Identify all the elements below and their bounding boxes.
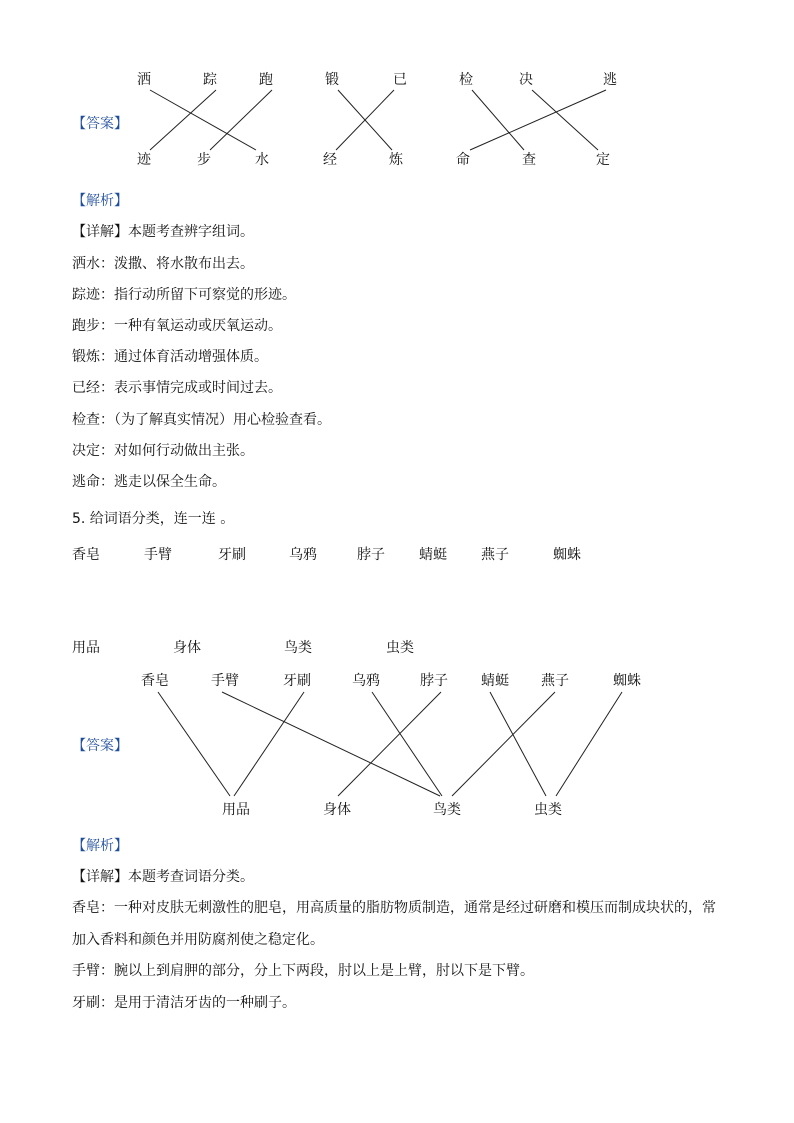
q4-detail-item: 已经：表示事情完成或时间过去。 [72, 380, 282, 396]
q4-detail-item: 洒水：泼撒、将水散布出去。 [72, 256, 254, 272]
q5-detail-item: 手臂：腕以上到肩胛的部分，分上下两段，肘以上是上臂，肘以下是下臂。 [72, 963, 534, 979]
q4-top-char: 检 [459, 72, 473, 88]
q5-answer-category: 身体 [323, 802, 351, 818]
q4-bottom-char: 定 [596, 152, 610, 168]
q4-detail-item: 逃命：逃走以保全生命。 [72, 474, 226, 490]
q5-category: 用品 [72, 640, 100, 656]
q5-category: 虫类 [386, 640, 414, 656]
q4-top-char: 踪 [203, 72, 217, 88]
q4-bottom-char: 迹 [137, 152, 151, 168]
q4-bottom-char: 经 [323, 152, 337, 168]
q5-word: 脖子 [357, 547, 385, 563]
q5-category: 鸟类 [284, 640, 312, 656]
q4-bottom-char: 炼 [389, 152, 403, 168]
q4-top-char: 已 [393, 72, 407, 88]
q5-answer-category: 用品 [222, 802, 250, 818]
q5-answer-word: 牙刷 [283, 673, 311, 689]
q4-top-char: 洒 [137, 72, 151, 88]
q5-detail-item: 加入香料和颜色并用防腐剂使之稳定化。 [72, 932, 324, 948]
q4-detail-item: 决定：对如何行动做出主张。 [72, 443, 254, 459]
q5-link-line [338, 692, 441, 796]
q5-link-line [556, 692, 622, 796]
q4-top-char: 锻 [325, 72, 339, 88]
q5-link-line [452, 692, 555, 796]
q5-word: 燕子 [481, 547, 509, 563]
q5-answer-word: 燕子 [541, 673, 569, 689]
q5-category: 身体 [173, 640, 201, 656]
q5-link-line [490, 692, 546, 796]
q5-answer-category: 鸟类 [433, 802, 461, 818]
q4-bottom-char: 命 [456, 152, 470, 168]
q5-word: 香皂 [72, 547, 100, 563]
q5-link-line [234, 692, 304, 796]
q5-answer-word: 蜻蜓 [481, 673, 509, 689]
q4-detail-item: 跑步：一种有氧运动或厌氧运动。 [72, 318, 282, 334]
q4-bottom-char: 查 [522, 152, 536, 168]
q5-word: 蜻蜓 [419, 547, 447, 563]
q5-detail-item: 牙刷：是用于清洁牙齿的一种刷子。 [72, 995, 296, 1011]
q4-bottom-char: 步 [197, 152, 211, 168]
q5-detail-item: 香皂：一种对皮肤无刺激性的肥皂，用高质量的脂肪物质制造，通常是经过研磨和模压而制成块状的，常 [72, 900, 716, 916]
analysis-label: 【解析】 [72, 193, 128, 209]
answer-label: 【答案】 [72, 116, 128, 132]
q5-word: 蜘蛛 [553, 547, 581, 563]
q5-link-line [158, 692, 230, 796]
q4-top-char: 跑 [259, 72, 273, 88]
q4-top-char: 决 [519, 72, 533, 88]
q4-detail-intro: 【详解】本题考查辨字组词。 [72, 224, 254, 240]
q5-title: 5. 给词语分类，连一连 。 [72, 511, 235, 527]
q5-answer-word: 乌鸦 [352, 673, 380, 689]
q5-word: 乌鸦 [289, 547, 317, 563]
q5-answer-word: 蜘蛛 [613, 673, 641, 689]
q4-top-char: 逃 [603, 72, 617, 88]
q4-detail-item: 锻炼：通过体育活动增强体质。 [72, 349, 268, 365]
q4-detail-item: 踪迹：指行动所留下可察觉的形迹。 [72, 287, 296, 303]
q4-detail-item: 检查：（为了解真实情况）用心检验查看。 [72, 412, 331, 428]
q5-detail-intro: 【详解】本题考查词语分类。 [72, 869, 254, 885]
q5-answer-word: 脖子 [420, 673, 448, 689]
q5-answer-category: 虫类 [534, 802, 562, 818]
q5-answer-word: 香皂 [141, 673, 169, 689]
analysis-label: 【解析】 [72, 838, 128, 854]
q4-bottom-char: 水 [255, 152, 269, 168]
q5-answer-word: 手臂 [211, 673, 239, 689]
q5-word: 牙刷 [218, 547, 246, 563]
answer-label: 【答案】 [72, 738, 128, 754]
q5-word: 手臂 [144, 547, 172, 563]
